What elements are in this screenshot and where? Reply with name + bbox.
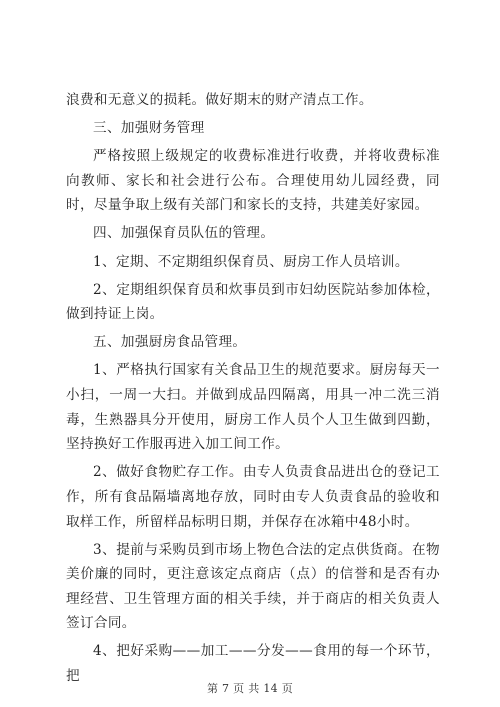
document-body <box>66 88 440 692</box>
paragraph-staff-health-check: 2、定期组织保育员和炊事员到市妇幼医院站参加体检，做到持证上岗。 <box>66 281 440 323</box>
page-number-footer: 第 7 页 共 14 页 <box>206 682 294 695</box>
paragraph-kitchen-hygiene: 1、严格执行国家有关食品卫生的规范要求。厨房每天一小扫，一周一大扫。并做到成品四隔离，用具一冲二洗三消毒，生熟器具分开使用，厨房工作人员个人卫生做到四勤，坚持换好工作服再进入加工间工作。 <box>66 362 440 453</box>
section-heading-staff: 四、加强保育员队伍的管理。 <box>93 225 275 242</box>
paragraph-staff-training: 1、定期、不定期组织保育员、厨房工作人员培训。 <box>93 253 409 270</box>
paragraph-food-storage: 2、做好食物贮存工作。由专人负责食品进出仓的登记工作，所有食品隔墙离地存放，同时由专人负责食品的验收和取样工作，所留样品标明日期，并保存在冰箱中48小时。 <box>66 464 440 530</box>
section-heading-finance: 三、加强财务管理 <box>93 120 205 137</box>
paragraph-fee-policy: 严格按照上级规定的收费标准进行收费，并将收费标准向教师、家长和社会进行公布。合理使用幼儿园经费，同时，尽量争取上级有关部门和家长的支持，共建美好家园。 <box>66 148 440 214</box>
paragraph-procurement: 4、把好采购——加工——分发——食用的每一个环节，把 <box>66 643 440 685</box>
paragraph-suppliers: 3、提前与采购员到市场上物色合法的定点供货商。在物美价廉的同时，更注意该定点商店（点）的信誉和是否有办理经营、卫生管理方面的相关手续，并于商店的相关负责人签订合同。 <box>66 541 440 632</box>
section-heading-kitchen: 五、加强厨房食品管理。 <box>93 334 247 351</box>
paragraph-1: 浪费和无意义的损耗。做好期末的财产清点工作。 <box>66 92 373 108</box>
